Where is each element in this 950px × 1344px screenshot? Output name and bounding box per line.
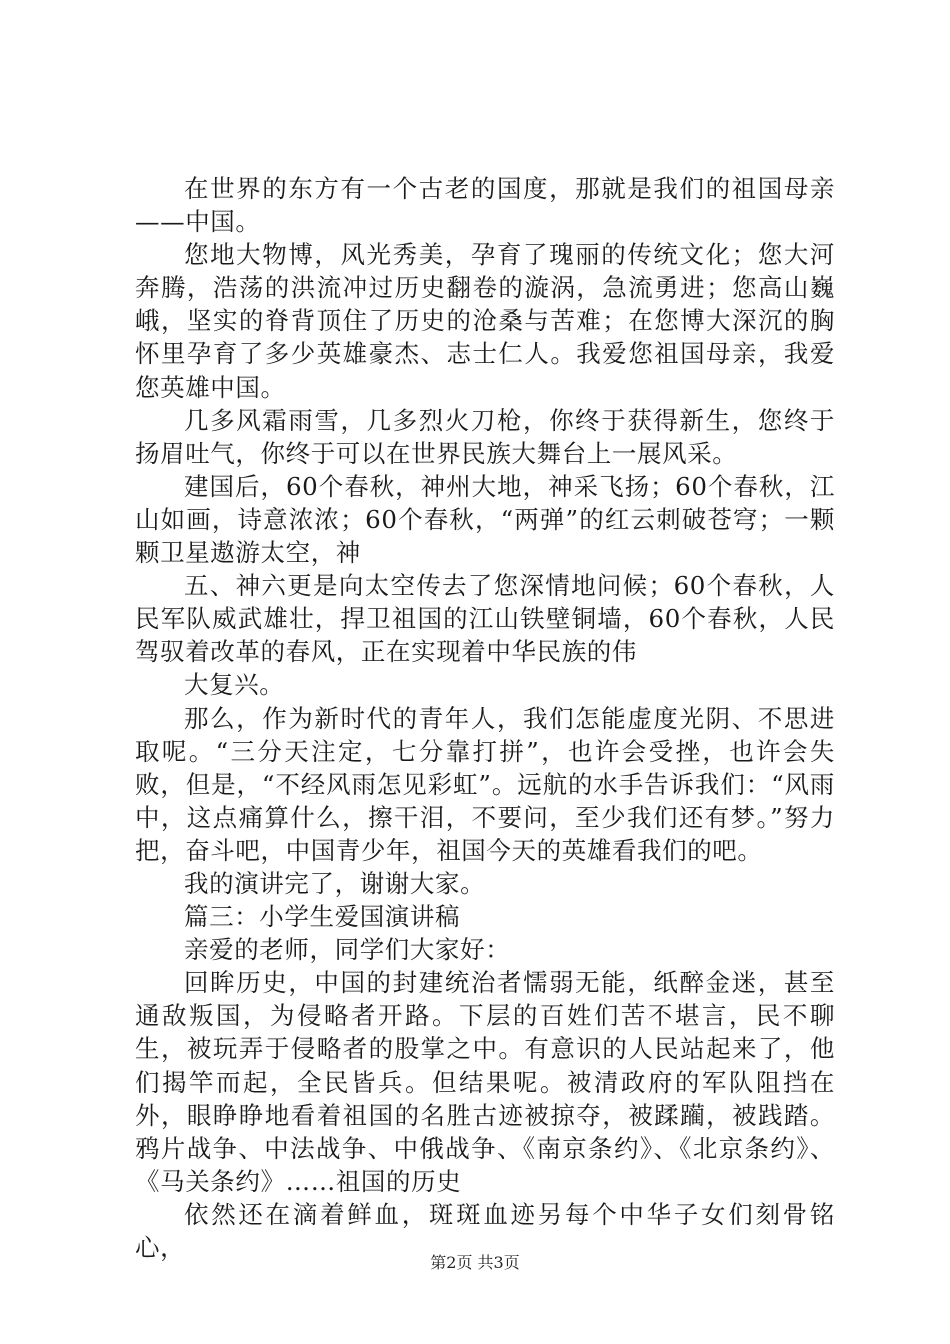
- section-heading: 篇三：小学生爱国演讲稿: [184, 902, 461, 932]
- paragraph: 回眸历史，中国的封建统治者懦弱无能，纸醉金迷，甚至通敌叛国，为侵略者开路。下层的百姓们苦不堪言，民不聊生，被玩弄于侵略者的股掌之中。有意识的人民站起来了，他们揭竿而起，全民皆兵。但结果呢。被清政府的军队阻挡在外，眼睁睁地看着祖国的名胜古迹被掠夺，被蹂躏，被践踏。鸦片战争、中法战争、中俄战争、《南京条约》、《北京条约》、《马关条约》……祖国的历史: [135, 968, 835, 1196]
- paragraph: 建国后，60个春秋，神州大地，神采飞扬；60个春秋，江山如画，诗意浓浓；60个春秋，“两弹”的红云刺破苍穹；一颗颗卫星遨游太空，神: [135, 471, 835, 568]
- salutation: 亲爱的老师，同学们大家好：: [184, 935, 511, 965]
- paragraph: 几多风霜雨雪，几多烈火刀枪，你终于获得新生，您终于扬眉吐气，你终于可以在世界民族大舞台上一展风采。: [135, 405, 835, 468]
- paragraph: 依然还在滴着鲜血，斑斑血迹另每个中华子女们刻骨铭心，: [135, 1199, 835, 1262]
- paragraph: 大复兴。: [184, 670, 285, 700]
- paragraph: 那么，作为新时代的青年人，我们怎能虚度光阴、不思进取呢。“三分天注定，七分靠打拼”，也许会受挫，也许会失败，但是，“不经风雨怎见彩虹”。远航的水手告诉我们：“风雨中，这点痛算什么，擦干泪，不要问，至少我们还有梦。”努力把，奋斗吧，中国青少年，祖国今天的英雄看我们的吧。: [135, 703, 835, 865]
- paragraph: 五、神六更是向太空传去了您深情地问候；60个春秋，人民军队威武雄壮，捍卫祖国的江山铁壁铜墙，60个春秋，人民驾驭着改革的春风，正在实现着中华民族的伟: [135, 571, 835, 667]
- page-footer: 第2页 共3页: [430, 1253, 520, 1272]
- paragraph: 您地大物博，风光秀美，孕育了瑰丽的传统文化；您大河奔腾，浩荡的洪流冲过历史翻卷的漩涡，急流勇进；您高山巍峨，坚实的脊背顶住了历史的沧桑与苦难；在您博大深沉的胸怀里孕育了多少英雄豪杰、志士仁人。我爱您祖国母亲，我爱您英雄中国。: [135, 240, 835, 402]
- paragraph: 我的演讲完了，谢谢大家。: [184, 868, 486, 898]
- document-body: [135, 172, 835, 1264]
- paragraph: 在世界的东方有一个古老的国度，那就是我们的祖国母亲——中国。: [135, 174, 835, 237]
